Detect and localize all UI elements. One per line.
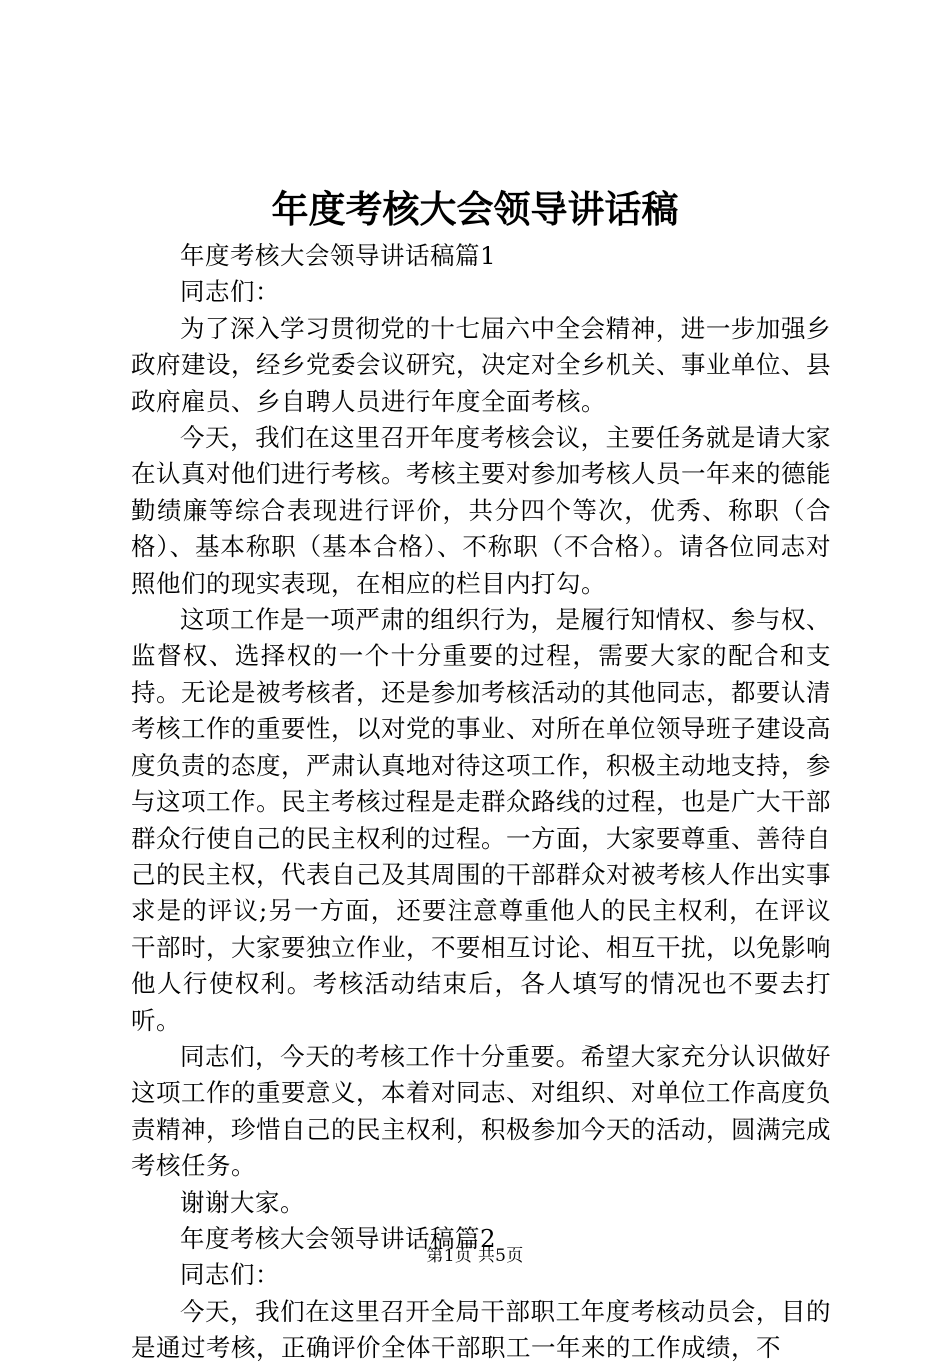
- body-paragraph: 同志们，今天的考核工作十分重要。希望大家充分认识做好这项工作的重要意义，本着对同志、对组织、对单位工作高度负责精神，珍惜自己的民主权利，积极参加今天的活动，圆满完成考核任务。: [131, 1041, 831, 1181]
- section-heading-2: 年度考核大会领导讲话稿篇2: [180, 1223, 497, 1253]
- body-paragraph: 今天，我们在这里召开年度考核会议，主要任务就是请大家在认真对他们进行考核。考核主要对参加考核人员一年来的德能勤绩廉等综合表现进行评价，共分四个等次，优秀、称职（合格）、基本称职（基本合格）、不称职（不合格）。请各位同志对照他们的现实表现，在相应的栏目内打勾。: [131, 423, 831, 598]
- body-paragraph: 这项工作是一项严肃的组织行为，是履行知情权、参与权、监督权、选择权的一个十分重要的过程，需要大家的配合和支持。无论是被考核者，还是参加考核活动的其他同志，都要认清考核工作的重要性，以对党的事业、对所在单位领导班子建设高度负责的态度，严肃认真地对待这项工作，积极主动地支持，参与这项工作。民主考核过程是走群众路线的过程，也是广大干部群众行使自己的民主权利的过程。一方面，大家要尊重、善待自己的民主权，代表自己及其周围的干部群众对被考核人作出实事求是的评议;另一方面，还要注意尊重他人的民主权利，在评议干部时，大家要独立作业，不要相互讨论、相互干扰，以免影响他人行使权利。考核活动结束后，各人填写的情况也不要去打听。: [131, 605, 831, 1035]
- document-body: [131, 238, 831, 1367]
- closing-line: 谢谢大家。: [180, 1187, 305, 1217]
- page-footer: 第1页 共5页: [426, 1246, 524, 1266]
- section-heading-1: 年度考核大会领导讲话稿篇1: [180, 241, 497, 270]
- salutation-2: 同志们：: [180, 1260, 280, 1290]
- salutation-1: 同志们：: [180, 277, 280, 307]
- page-title: 年度考核大会领导讲话稿: [271, 187, 679, 231]
- body-paragraph: 今天，我们在这里召开全局干部职工年度考核动员会，目的是通过考核，正确评价全体干部职工一年来的工作成绩，不: [131, 1296, 831, 1363]
- body-paragraph: 为了深入学习贯彻党的十七届六中全会精神，进一步加强乡政府建设，经乡党委会议研究，决定对全乡机关、事业单位、县政府雇员、乡自聘人员进行年度全面考核。: [131, 313, 831, 416]
